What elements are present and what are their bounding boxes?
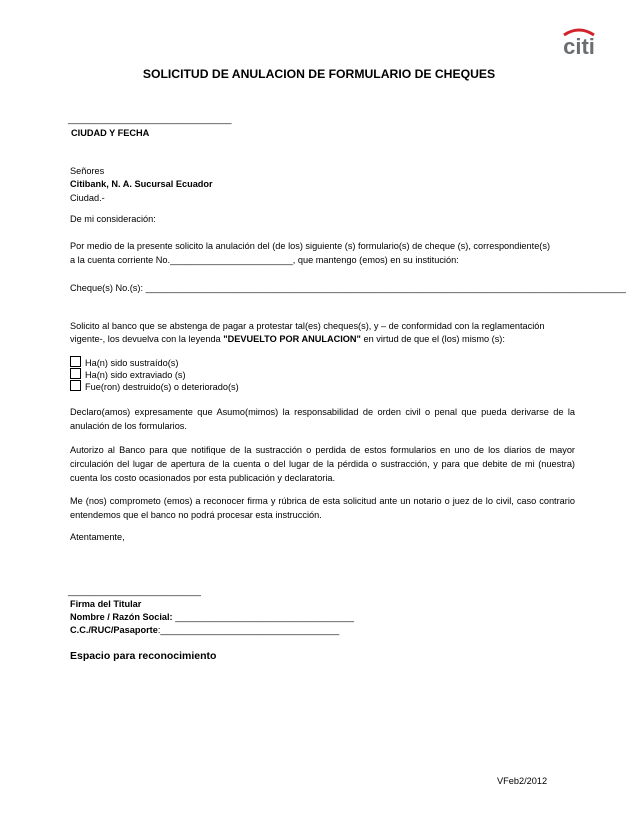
checkbox-destruido[interactable] [70, 380, 81, 391]
closing: Atentamente, [70, 532, 125, 542]
para1-line2-prefix: a la cuenta corriente No. [70, 255, 171, 265]
ciudad-fecha-label: CIUDAD Y FECHA [71, 128, 150, 138]
citi-logo [548, 26, 600, 58]
nombre-row [70, 611, 354, 624]
para3: Declaro(amos) expresamente que Asumo(mimos) la responsabilidad de orden civil o penal que pueda derivarse de la anulación de los formularios. [70, 407, 575, 431]
signature-line[interactable]: __________________________ [68, 586, 201, 596]
cheques-row [70, 282, 626, 295]
checkbox-extraviado[interactable] [70, 368, 81, 379]
para1-line1: Por medio de la presente solicito la anulación del (de los) siguiente (s) formulario(s) de cheque (s), correspondiente(s) [70, 241, 551, 251]
para2-line2-prefix: vigente-, los devuelva con la leyenda [70, 334, 224, 344]
nombre-field[interactable]: ___________________________________ [175, 612, 355, 622]
para1-line2 [70, 254, 459, 267]
para5: Me (nos) comprometo (emos) a reconocer firma y rúbrica de esta solicitud ante un notario o juez de lo civil, caso contrario entendemos que el banco no podrá procesar esta instrucción. [70, 496, 575, 520]
cc-row [70, 624, 339, 637]
option-label: Ha(n) sido sustraído(s) [85, 358, 179, 368]
greeting: De mi consideración: [70, 214, 156, 224]
para2-line2-suffix: en virtud de que el (los) mismo (s): [360, 334, 505, 344]
cheques-label: Cheque(s) No.(s): [70, 283, 144, 293]
para4: Autorizo al Banco para que notifique de la sustracción o perdida de estos formularios en uno de los diarios de mayor circulación del lugar de apertura de la cuenta o del lugar de la pérdida o sustracción, y para que debite de mi (nuestra) cuenta los costo ocasionados por esta publicación y declaratoria. [70, 445, 575, 483]
cc-field[interactable]: :___________________________________ [157, 625, 340, 635]
version-label: VFeb2/2012 [497, 776, 548, 786]
ciudad-fecha-line[interactable]: ________________________________ [68, 114, 232, 124]
nombre-label: Nombre / Razón Social: [70, 612, 173, 622]
address-line-2: Citibank, N. A. Sucursal Ecuador [70, 179, 213, 189]
page-title: SOLICITUD DE ANULACION DE FORMULARIO DE CHEQUES [142, 67, 496, 81]
option-label: Fue(ron) destruido(s) o deteriorado(s) [85, 382, 239, 392]
firma-label: Firma del Titular [70, 599, 142, 609]
legend-text: "DEVUELTO POR ANULACION" [223, 334, 361, 344]
para1-line2-suffix: , que mantengo (emos) en su institución: [292, 255, 459, 265]
cheques-number-field[interactable]: ______________________________________________________________________________________________ [145, 283, 626, 293]
address-line-3: Ciudad.- [70, 193, 105, 203]
logo-text: citi [563, 34, 595, 58]
address-line-1: Señores [70, 166, 105, 176]
para2-line2 [70, 333, 505, 346]
cuenta-number-field[interactable]: ________________________ [170, 255, 293, 265]
para2-line1: Solicito al banco que se abstenga de pagar a protestar tal(es) cheques(s), y – de conformidad con la reglamentación [70, 321, 545, 331]
cc-label: C.C./RUC/Pasaporte [70, 625, 158, 635]
checkbox-sustraido[interactable] [70, 356, 81, 367]
option-label: Ha(n) sido extraviado (s) [85, 370, 186, 380]
reconocimiento-heading: Espacio para reconocimiento [70, 650, 217, 662]
option-row[interactable] [70, 380, 239, 394]
